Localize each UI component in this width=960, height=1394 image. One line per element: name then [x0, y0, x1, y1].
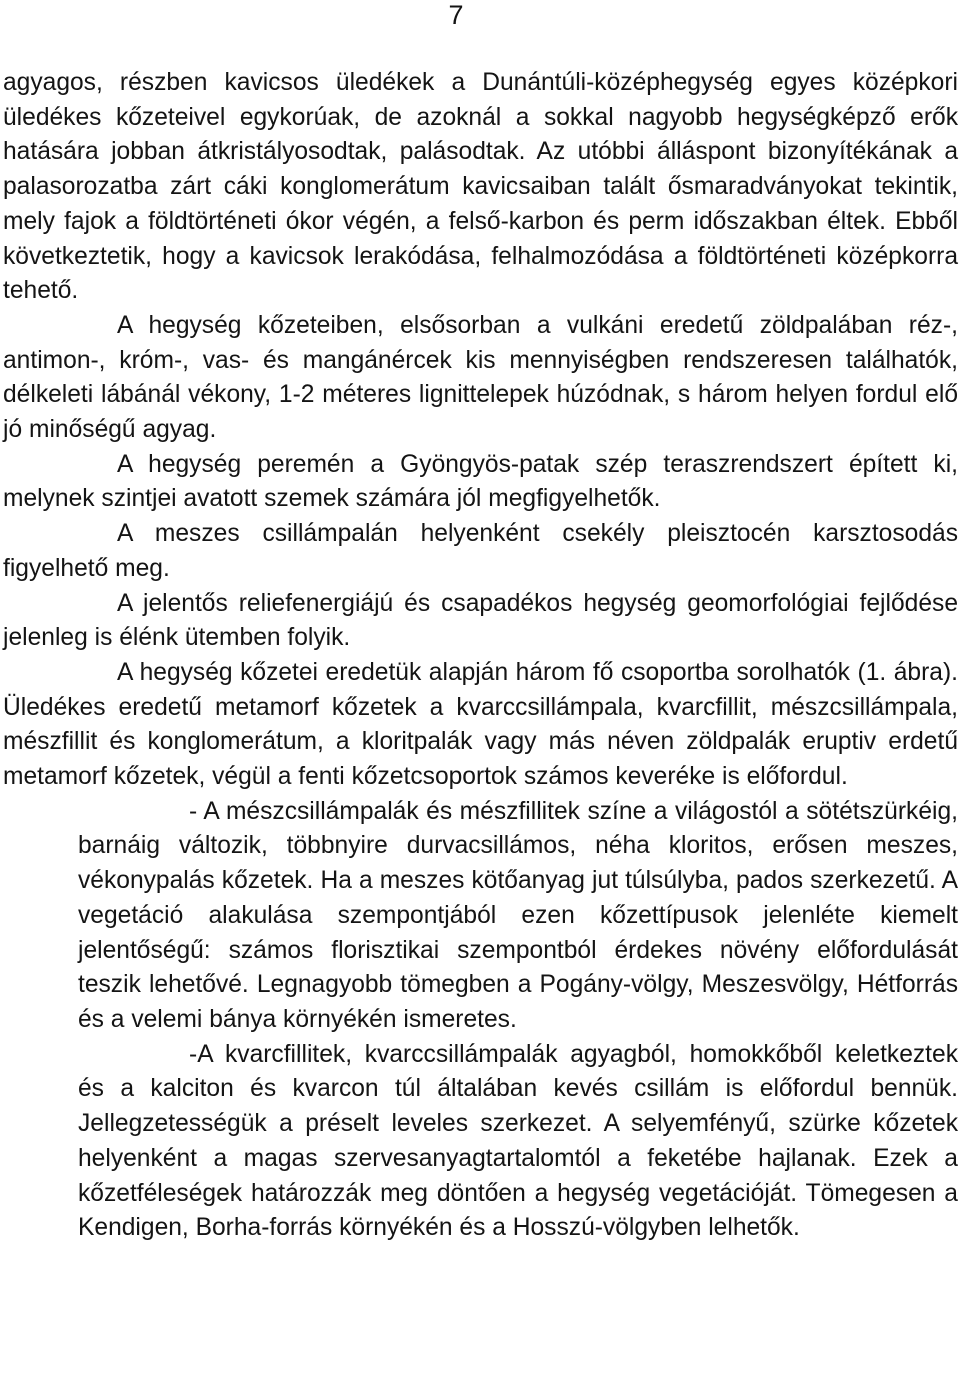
paragraph-rock-groups: A hegység kőzetei eredetük alapján három fő csoportba sorolhatók (1. ábra). Üledékes eredetű metamorf kőzetek a kvarccsillámpala, kvarcfillit, mészcsillámpala, mészfillit és konglomerátum, a kloritpalák vagy más néven zöldpalák eruptiv erdetű metamorf kőzetek, végül a fenti kőzetcsoportok számos keveréke is előfordul.: [3, 658, 958, 791]
paragraph-continuation: agyagos, részben kavicsos üledékek a Dunántúli-középhegység egyes középkori üledékes kőzeteivel egykorúak, de azoknál a sokkal nagyobb hegységképző erők hatására jobban átkristályosodtak, palásodtak. Az utóbbi álláspont bizonyítékának a palasorozatba zárt cáki konglomerátum kavicsaiban talált ősmaradványokat tekintik, mely fajok a földtörténeti ókor végén, a felső-karbon és perm időszakban éltek. Ebből következtetik, hogy a kavicsok lerakódása, felhalmozódása a földtörténeti középkorra tehető.: [3, 69, 958, 305]
list-item-quartz-phyllite: -A kvarcfillitek, kvarccsillámpalák agyagból, homokkőből keletkeztek és a kalciton és kvarcon túl általában kevés csillám is előfordul bennük. Jellegzetességük a préselt leveles szerkezet. A selyemfényű, szürke kőzetek helyenként a magas szervesanyagtartalomtól a feketébe hajlanak. Ezek a kőzetféleségek határozzák meg döntően a hegység vegetációját. Tömegesen a Kendigen, Borha-forrás környékén és a Hosszú-völgyben lelhetők.: [78, 1040, 958, 1242]
paragraph-karst: A meszes csillámpalán helyenként csekély pleisztocén karsztosodás figyelhető meg.: [3, 520, 958, 582]
page-number: 7: [448, 0, 464, 30]
paragraph-geomorphology: A jelentős reliefenergiájú és csapadékos hegység geomorfológiai fejlődése jelenleg is élénk ütemben folyik.: [3, 589, 958, 652]
paragraph-terraces: A hegység peremén a Gyöngyös-patak szép teraszrendszert épített ki, melynek szintjei avatott szemek számára jól megfigyelhetők.: [3, 450, 958, 513]
document-body: [3, 66, 958, 1246]
list-item-mica-schist: - A mészcsillámpalák és mészfillitek színe a világostól a sötétszürkéig, barnáig változik, többnyire durvacsillámos, néha kloritos, erősen meszes, vékonypalás kőzetek. Ha a meszes kötőanyag jut túlsúlyba, pados szerkezetű. A vegetáció alakulása szempontjából ezen kőzettípusok jelenléte kiemelt jelentőségű: számos florisztikai szempontból érdekes növény előfordulását teszik lehetővé. Legnagyobb tömegben a Pogány-völgy, Meszesvölgy, Hétforrás és a velemi bánya környékén ismeretes.: [78, 797, 958, 1033]
paragraph-ore-deposits: A hegység kőzeteiben, elsősorban a vulkáni eredetű zöldpalában réz-, antimon-, króm-, vas- és mangánércek kis mennyiségben rendszeresen találhatók, délkeleti lábánál vékony, 1-2 méteres lignittelepek húzódnak, s három helyen fordul elő jó minőségű agyag.: [3, 311, 958, 444]
